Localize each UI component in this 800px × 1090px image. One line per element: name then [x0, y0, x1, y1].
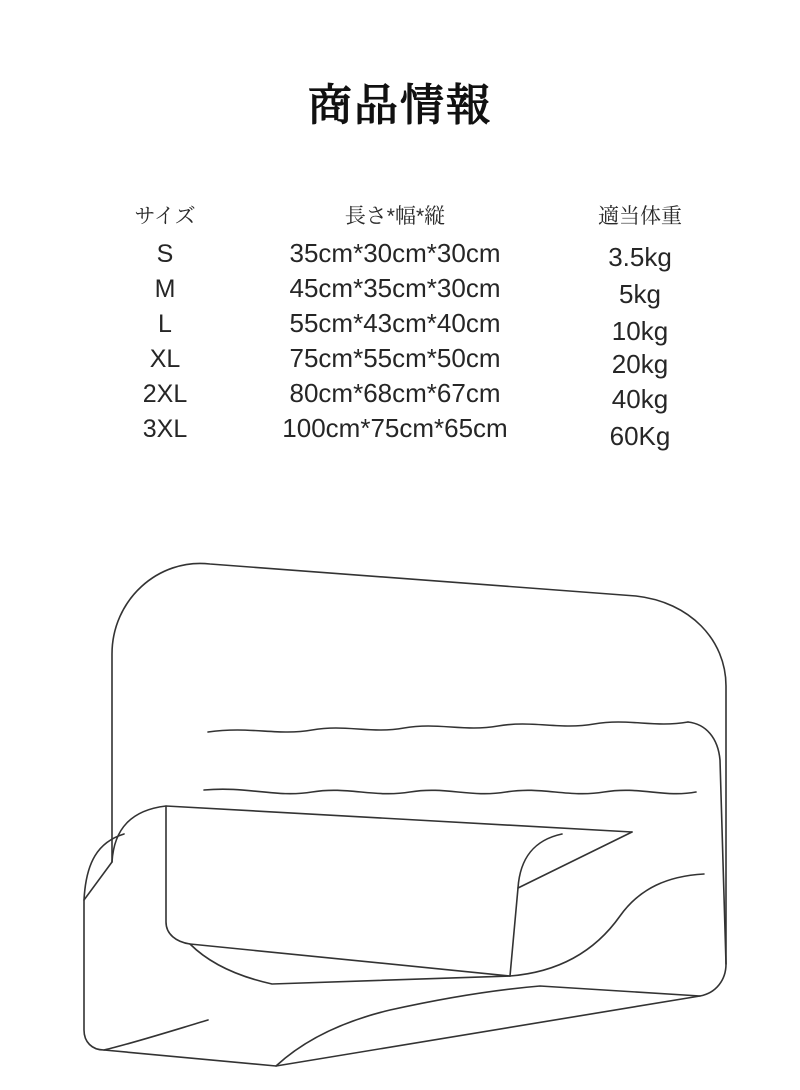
column-header-dimensions: 長さ*幅*縦: [344, 205, 446, 228]
cell-weight: 3.5kg: [608, 242, 672, 272]
table-row: [100, 343, 720, 379]
cell-weight: 5kg: [619, 279, 661, 309]
table-row: [100, 378, 720, 414]
cell-dimensions: 75cm*55cm*50cm: [289, 343, 501, 373]
cell-dimensions: 35cm*30cm*30cm: [289, 238, 501, 268]
cell-weight: 60Kg: [609, 421, 671, 451]
product-spec-table: [100, 200, 720, 451]
table-row: [100, 273, 720, 309]
cell-size: L: [158, 310, 172, 338]
table-row: [100, 308, 720, 346]
cell-dimensions: 80cm*68cm*67cm: [289, 378, 501, 408]
table-header-row: [100, 200, 720, 230]
pet-bed-icon: [40, 510, 760, 1070]
cell-dimensions: 55cm*43cm*40cm: [289, 308, 501, 338]
product-illustration: [40, 510, 760, 1070]
cell-dimensions: 45cm*35cm*30cm: [289, 273, 501, 303]
cell-size: XL: [149, 345, 181, 373]
column-header-weight: 適当体重: [598, 205, 682, 228]
table-row: [100, 413, 720, 451]
cell-weight: 20kg: [611, 349, 669, 379]
cell-size: 2XL: [142, 380, 188, 408]
cell-weight: 10kg: [611, 316, 669, 346]
cell-size: S: [156, 240, 174, 268]
column-header-size: サイズ: [134, 205, 196, 228]
cell-dimensions: 100cm*75cm*65cm: [282, 413, 508, 443]
table-row: [100, 238, 720, 272]
page-title: 商品情報: [308, 81, 492, 130]
cell-size: 3XL: [142, 415, 188, 443]
cell-size: M: [154, 275, 176, 303]
cell-weight: 40kg: [611, 384, 669, 414]
